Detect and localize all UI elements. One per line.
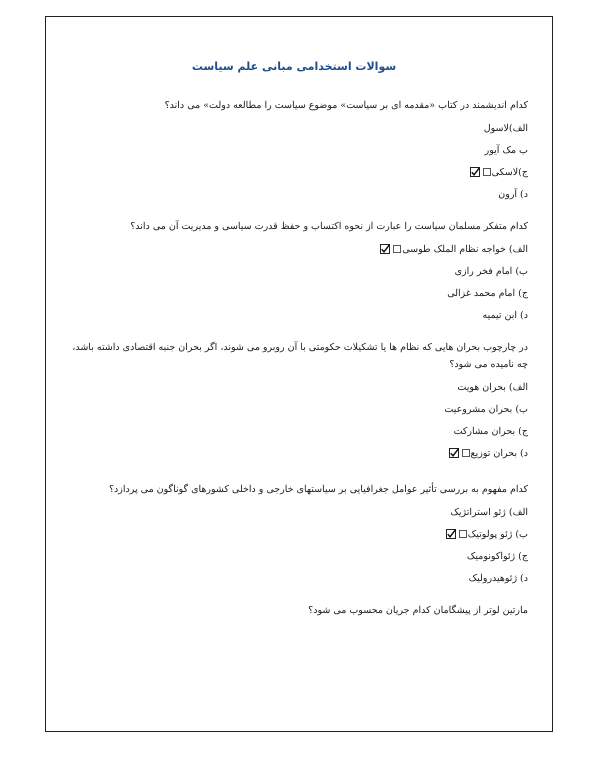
question-text: کدام متفکر مسلمان سیاست را عبارت از نحوه اکتساب و حفظ قدرت سیاسی و مدیریت آن می داند؟ <box>130 221 528 232</box>
option-item <box>60 546 528 568</box>
question-text: کدام مفهوم به بررسی تأثیر عوامل جغرافیایی بر سیاستهای خارجی و داخلی کشورهای گوناگون می پردازد؟ <box>109 484 528 495</box>
option-label: ج) ژئواکونومیک <box>466 551 528 562</box>
options-list <box>60 377 528 465</box>
option-label: ب مک آیور <box>484 145 528 156</box>
option-label: الف) ژئو استراتژیک <box>450 507 528 518</box>
option-item-answer <box>60 162 528 184</box>
option-label: ب) بحران مشروعیت <box>444 404 528 415</box>
option-item <box>60 421 528 443</box>
option-label: ب) امام فخر رازی <box>454 266 528 277</box>
question-4 <box>60 481 528 590</box>
checked-box-icon <box>470 167 480 177</box>
option-label: د) آرون <box>498 189 528 200</box>
option-item <box>60 283 528 305</box>
question-5 <box>60 602 528 619</box>
option-label: د) ابن تیمیه <box>482 310 528 321</box>
options-list <box>60 239 528 327</box>
option-label: الف) بحران هویت <box>457 382 528 393</box>
document-body <box>60 60 528 631</box>
question-text: کدام اندیشمند در کتاب «مقدمه ای بر سیاست» موضوع سیاست را مطالعه دولت» می داند؟ <box>164 100 528 111</box>
option-label: ج)لاسکی <box>491 167 528 178</box>
option-label: د) بحران توزیع <box>470 448 528 459</box>
option-label: الف)لاسول <box>483 123 528 134</box>
question-2 <box>60 218 528 327</box>
option-item-answer <box>60 443 528 465</box>
option-item-answer <box>60 239 528 261</box>
empty-box-icon <box>459 530 467 538</box>
question-3 <box>60 339 528 465</box>
option-item <box>60 184 528 206</box>
option-item <box>60 377 528 399</box>
empty-box-icon <box>483 168 491 176</box>
empty-box-icon <box>462 449 470 457</box>
option-item-answer <box>60 524 528 546</box>
empty-box-icon <box>393 245 401 253</box>
question-text: در چارچوب بحران هایی که نظام ها یا تشکیلات حکومتی با آن روبرو می شوند، اگر بحران جنبه اقتصادی داشته باشد، چه نامیده می شود؟ <box>72 342 528 370</box>
option-label: ج) امام محمد غزالی <box>447 288 528 299</box>
question-1 <box>60 97 528 206</box>
option-item <box>60 261 528 283</box>
option-item <box>60 568 528 590</box>
checked-box-icon <box>446 529 456 539</box>
option-item <box>60 399 528 421</box>
options-list <box>60 502 528 590</box>
question-text: مارتین لوتر از پیشگامان کدام جریان محسوب می شود؟ <box>308 605 528 616</box>
options-list <box>60 118 528 206</box>
document-title: سوالات استخدامی مبانی علم سیاست <box>191 60 397 73</box>
option-item <box>60 502 528 524</box>
option-label: د) ژئوهیدرولیک <box>468 573 528 584</box>
option-item <box>60 140 528 162</box>
option-item <box>60 118 528 140</box>
checked-box-icon <box>380 244 390 254</box>
option-label: ج) بحران مشارکت <box>453 426 528 437</box>
option-item <box>60 305 528 327</box>
option-label: ب) ژئو پولوتیک <box>467 529 528 540</box>
checked-box-icon <box>449 448 459 458</box>
option-label: الف) خواجه نظام الملک طوسی <box>402 244 528 255</box>
